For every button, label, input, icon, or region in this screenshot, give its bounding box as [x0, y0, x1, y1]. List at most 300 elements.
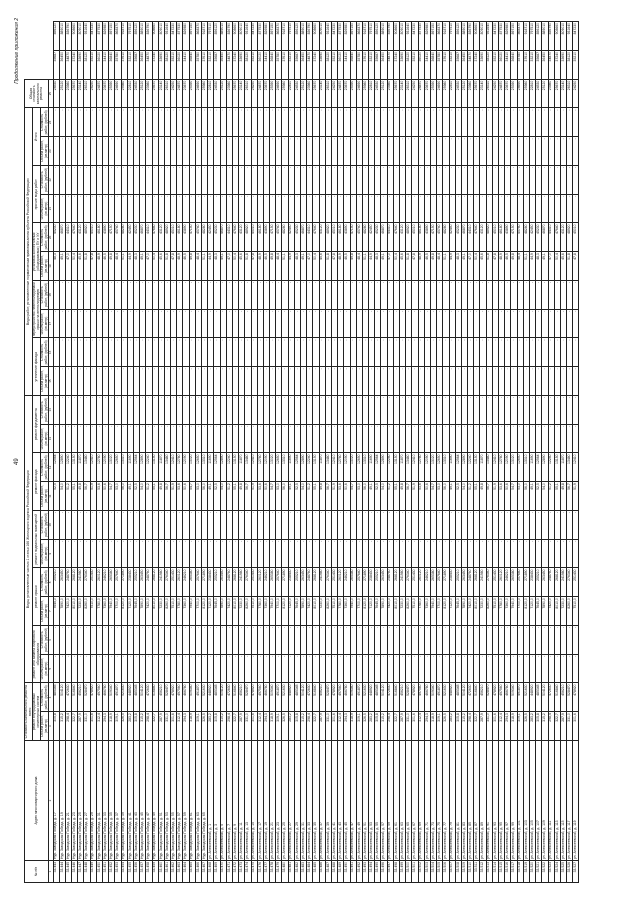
cell-value: - [127, 338, 133, 367]
cell-value: - [369, 654, 375, 683]
cell-value: - [245, 194, 251, 223]
cell-value: - [511, 424, 517, 453]
cell-value: 23140 [78, 79, 84, 108]
cell-value: - [133, 424, 139, 453]
cell-value: - [270, 166, 276, 195]
cell-value: - [468, 137, 474, 166]
cell-value: 283,2 [288, 712, 294, 741]
cell-value: - [424, 194, 430, 223]
cell-value: - [226, 396, 232, 425]
cell-value: - [567, 137, 573, 166]
cell-value: - [554, 654, 560, 683]
cell-value: 12780 [338, 453, 344, 482]
cell-value: - [84, 367, 90, 396]
cell-value: 8120,0 [443, 597, 449, 626]
cell-value: - [270, 654, 276, 683]
cell-value: - [164, 166, 170, 195]
cell-value: 26310 [567, 79, 573, 108]
cell-value: - [505, 654, 511, 683]
cell-value: 826980 [344, 22, 350, 51]
cell-value: - [338, 166, 344, 195]
cell-address: ул. Алексеевской, д. 111 [548, 741, 554, 861]
cell-value: - [103, 367, 109, 396]
cell-value: - [356, 338, 362, 367]
cell-value: - [90, 137, 96, 166]
cell-value: 43890 [505, 223, 511, 252]
cell-value: - [406, 194, 412, 223]
cell-value: - [72, 367, 78, 396]
cell-value: 260120 [499, 568, 505, 597]
cell-value: 7420,0 [387, 597, 393, 626]
cell-value: - [251, 309, 257, 338]
cell-value: 49,1 [127, 482, 133, 511]
cell-value: - [381, 194, 387, 223]
cell-value: 287,9 [239, 712, 245, 741]
cell-value: - [127, 539, 133, 568]
cell-value: - [455, 166, 461, 195]
cell-value: - [362, 367, 368, 396]
cell-value: 7420,0 [226, 597, 232, 626]
cell-value: 13480 [245, 453, 251, 482]
cell-value: - [468, 396, 474, 425]
cell-no: 33.453 [115, 861, 121, 883]
cell-value: 12564 [536, 453, 542, 482]
cell-value: 46,5 [103, 252, 109, 281]
cell-value: 45740 [517, 223, 523, 252]
cell-value: - [294, 424, 300, 453]
cell-value: - [406, 108, 412, 137]
cell-value: - [84, 396, 90, 425]
cell-value: 12410 [412, 453, 418, 482]
cell-value: - [301, 309, 307, 338]
cell-value: - [239, 108, 245, 137]
cell-value: - [133, 626, 139, 655]
cell-value: - [375, 396, 381, 425]
cell-value: 283,2 [127, 712, 133, 741]
cell-no: 33.479 [276, 861, 282, 883]
cell-value: 7120,0 [127, 597, 133, 626]
cell-value: 52,5 [294, 482, 300, 511]
cell-value: - [505, 424, 511, 453]
cell-value: - [307, 108, 313, 137]
cell-no: 33.514 [492, 861, 498, 883]
cell-value: - [424, 309, 430, 338]
cell-value: - [164, 539, 170, 568]
cell-value: - [375, 309, 381, 338]
cell-value: - [158, 108, 164, 137]
header-grand-total: Общая стоимость капитального ремонта [25, 79, 49, 108]
cell-value: - [331, 367, 337, 396]
cell-value: 826980 [183, 22, 189, 51]
cell-value: 298,4 [307, 712, 313, 741]
cell-value: 23140 [158, 79, 164, 108]
cell-value: - [523, 626, 529, 655]
cell-value: - [418, 539, 424, 568]
cell-address: ул. Алексеевской, д. 41 [331, 741, 337, 861]
cell-value: - [331, 137, 337, 166]
cell-value: 46870 [301, 223, 307, 252]
cell-value: 53,0 [356, 482, 362, 511]
cell-value: 826980 [424, 22, 430, 51]
cell-value: 8120,0 [523, 597, 529, 626]
cell-value: - [356, 367, 362, 396]
cell-value: 22810 [288, 79, 294, 108]
cell-no: 33.452 [109, 861, 115, 883]
cell-value: 51,8 [325, 252, 331, 281]
cell-value: 50,6 [424, 482, 430, 511]
cell-value: - [208, 626, 214, 655]
cell-value: 25120 [381, 79, 387, 108]
cell-value: 478920 [251, 683, 257, 712]
cell-value: - [115, 626, 121, 655]
cell-value: - [65, 396, 71, 425]
cell-address: ул. Алексеевской, д. 61 [393, 741, 399, 861]
header-group: ремонт фасада [33, 453, 41, 511]
cell-value: - [350, 108, 356, 137]
cell-value: - [239, 396, 245, 425]
cell-value: - [189, 166, 195, 195]
cell-value: - [282, 166, 288, 195]
cell-value: 497560 [257, 683, 263, 712]
cell-value: - [152, 108, 158, 137]
cell-address: ул. Алексеевской, д. 79 [449, 741, 455, 861]
cell-no: 33.485 [313, 861, 319, 883]
cell-value: - [387, 511, 393, 540]
header-sub-cost: Стоимость работ, (рублей) [41, 166, 49, 195]
cell-value: 528470 [245, 683, 251, 712]
cell-value: 521630 [121, 683, 127, 712]
cell-value: 47,8 [412, 252, 418, 281]
cell-value: - [65, 281, 71, 310]
cell-value: - [455, 367, 461, 396]
cell-address: Нур. Заводская Победа, д. 35 [109, 741, 115, 861]
cell-value: 51,2 [548, 482, 554, 511]
cell-no: 33.512 [480, 861, 486, 883]
cell-value: - [430, 108, 436, 137]
cell-value: 44310 [226, 223, 232, 252]
cell-value: - [301, 281, 307, 310]
cell-value: - [263, 626, 269, 655]
header-group: прочие виды работ [33, 166, 41, 224]
cell-value: 47,8 [331, 252, 337, 281]
header-sub-cost: Стоимость работ, (рублей) [41, 683, 49, 712]
cell-value: - [542, 281, 548, 310]
cell-value: - [542, 309, 548, 338]
cell-no: 33.486 [319, 861, 325, 883]
cell-value: - [140, 367, 146, 396]
cell-value: 456210 [319, 683, 325, 712]
cell-value: - [350, 338, 356, 367]
cell-address: ул. Алексеевской, д. 81 [455, 741, 461, 861]
cell-value: 918710 [443, 22, 449, 51]
cell-value: - [208, 309, 214, 338]
cell-value: - [573, 137, 579, 166]
cell-value: - [171, 338, 177, 367]
cell-address: ул. Алексеевской, д. 15 [251, 741, 257, 861]
cell-value: 24250 [492, 79, 498, 108]
cell-value: 268120 [72, 568, 78, 597]
cell-value: 25980 [362, 79, 368, 108]
cell-value: - [158, 194, 164, 223]
cell-value: 7360,0 [263, 597, 269, 626]
cell-value: - [288, 194, 294, 223]
cell-value: - [536, 626, 542, 655]
cell-value: - [523, 654, 529, 683]
cell-value: 7940,0 [350, 597, 356, 626]
cell-value: 8120,0 [362, 597, 368, 626]
cell-value: - [325, 539, 331, 568]
cell-value: 48,4 [195, 252, 201, 281]
cell-value: - [560, 309, 566, 338]
cell-value: 49,1 [59, 252, 65, 281]
cell-value: - [202, 108, 208, 137]
cell-value: 318,9 [430, 712, 436, 741]
cell-value: 241980 [400, 568, 406, 597]
cell-value: 305,8 [536, 712, 542, 741]
cell-value: - [294, 338, 300, 367]
cell-value: - [338, 309, 344, 338]
cell-value: - [369, 539, 375, 568]
cell-value: - [331, 194, 337, 223]
column-index: 7 [49, 597, 53, 626]
cell-value: - [536, 396, 542, 425]
cell-value: - [171, 511, 177, 540]
cell-value: 331,0 [245, 712, 251, 741]
cell-value: - [523, 309, 529, 338]
cell-value: 13020 [109, 453, 115, 482]
cell-value: 56,0 [282, 482, 288, 511]
cell-address: ул. Алексеевской, д. 21 [270, 741, 276, 861]
cell-address: Нур. Заводская Победа, д. 51 [158, 741, 164, 861]
cell-value: 35210 [573, 51, 579, 80]
cell-value: - [78, 194, 84, 223]
cell-value: - [313, 137, 319, 166]
cell-value: 12240 [307, 453, 313, 482]
cell-value: 265380 [189, 568, 195, 597]
cell-value: - [127, 654, 133, 683]
cell-value: 7120,0 [449, 597, 455, 626]
cell-value: 322,7 [152, 712, 158, 741]
cell-address: Нур. Заводская Победа, д. 59 [183, 741, 189, 861]
cell-no: 33.525 [560, 861, 566, 883]
cell-value: - [461, 654, 467, 683]
cell-value: - [554, 194, 560, 223]
cell-value: 315,2 [381, 712, 387, 741]
cell-no: 33.505 [437, 861, 443, 883]
cell-value: - [418, 108, 424, 137]
cell-value: 12780 [96, 453, 102, 482]
cell-value: - [499, 511, 505, 540]
cell-value: - [492, 367, 498, 396]
cell-value: - [369, 396, 375, 425]
cell-value: - [424, 424, 430, 453]
cell-value: - [505, 396, 511, 425]
cell-no: 33.495 [375, 861, 381, 883]
cell-value: 7420,0 [146, 597, 152, 626]
cell-value: - [288, 367, 294, 396]
cell-value: - [474, 166, 480, 195]
cell-value: - [133, 654, 139, 683]
cell-value: - [523, 338, 529, 367]
cell-value: - [232, 137, 238, 166]
cell-value: - [381, 539, 387, 568]
cell-value: - [338, 338, 344, 367]
cell-value: - [220, 166, 226, 195]
cell-value: - [226, 108, 232, 137]
cell-value: - [393, 166, 399, 195]
cell-value: - [369, 137, 375, 166]
cell-value: - [140, 281, 146, 310]
cell-value: - [245, 626, 251, 655]
cell-value: - [387, 309, 393, 338]
cell-value: - [84, 654, 90, 683]
cell-value: - [294, 511, 300, 540]
cell-value: - [140, 166, 146, 195]
cell-value: 23980 [226, 79, 232, 108]
cell-value: - [226, 367, 232, 396]
cell-value: 48,9 [338, 252, 344, 281]
cell-value: - [511, 137, 517, 166]
cell-value: 48920 [84, 223, 90, 252]
cell-value: 24690 [276, 79, 282, 108]
cell-no: 33.508 [455, 861, 461, 883]
cell-value: 260120 [338, 568, 344, 597]
cell-value: - [53, 424, 59, 453]
cell-value: - [171, 539, 177, 568]
cell-value: 48280 [282, 223, 288, 252]
cell-value: 528470 [164, 683, 170, 712]
cell-value: 7230,0 [158, 597, 164, 626]
cell-value: - [567, 309, 573, 338]
cell-value: - [307, 281, 313, 310]
cell-value: 35210 [492, 51, 498, 80]
cell-value: 12240 [548, 453, 554, 482]
cell-value: 889010 [542, 22, 548, 51]
cell-value: - [573, 654, 579, 683]
cell-value: - [369, 108, 375, 137]
cell-value: 331,0 [486, 712, 492, 741]
cell-value: - [183, 108, 189, 137]
cell-value: 25120 [140, 79, 146, 108]
cell-address: Нур. Заводская Победа, д. 53 [164, 741, 170, 861]
cell-value: - [344, 396, 350, 425]
cell-value: 331,0 [567, 712, 573, 741]
cell-value: 509340 [350, 683, 356, 712]
cell-value: - [301, 654, 307, 683]
cell-value: 326,5 [443, 712, 449, 741]
cell-value: - [449, 281, 455, 310]
cell-value: 12650 [276, 453, 282, 482]
cell-value: - [96, 654, 102, 683]
cell-value: 44,9 [288, 252, 294, 281]
cell-value: - [455, 194, 461, 223]
cell-value: 13020 [189, 453, 195, 482]
cell-value: 897150 [270, 22, 276, 51]
cell-value: 36020 [338, 51, 344, 80]
cell-value: - [239, 309, 245, 338]
cell-value: 34870 [226, 51, 232, 80]
cell-value: - [393, 626, 399, 655]
cell-value: 49,1 [288, 482, 294, 511]
cell-value: - [115, 194, 121, 223]
cell-value: 8260,0 [406, 597, 412, 626]
cell-address: ул. Алексеевской, д. 65 [406, 741, 412, 861]
cell-value: - [53, 194, 59, 223]
cell-address: ул. Алексеевской, д. 25 [282, 741, 288, 861]
cell-value: 23140 [319, 79, 325, 108]
cell-value: - [536, 539, 542, 568]
cell-value: - [152, 396, 158, 425]
cell-value: - [263, 137, 269, 166]
cell-value: - [548, 108, 554, 137]
cell-value: 35687 [375, 51, 381, 80]
cell-value: - [319, 654, 325, 683]
cell-value: 35780 [276, 51, 282, 80]
cell-value: - [325, 511, 331, 540]
cell-value: - [146, 539, 152, 568]
cell-value: - [505, 309, 511, 338]
cell-value: 56,0 [362, 482, 368, 511]
cell-value: 12564 [294, 453, 300, 482]
cell-no: 33.444 [59, 861, 65, 883]
cell-value: - [301, 396, 307, 425]
cell-value: 44310 [65, 223, 71, 252]
cell-value: - [325, 194, 331, 223]
cell-value: 7120,0 [369, 597, 375, 626]
cell-value: - [573, 338, 579, 367]
cell-value: - [257, 626, 263, 655]
cell-value: 478920 [412, 683, 418, 712]
cell-no: 33.460 [158, 861, 164, 883]
cell-address: Нур. Заводская Победа, д. 21 [65, 741, 71, 861]
cell-value: - [226, 539, 232, 568]
cell-value: - [189, 194, 195, 223]
cell-value: - [412, 367, 418, 396]
cell-value: 47640 [152, 223, 158, 252]
cell-value: 49,8 [239, 482, 245, 511]
cell-value: - [276, 654, 282, 683]
cell-value: 8010,0 [393, 597, 399, 626]
cell-value: 44310 [548, 223, 554, 252]
cell-value: 35687 [536, 51, 542, 80]
cell-value: 48,9 [177, 252, 183, 281]
cell-value: - [511, 281, 517, 310]
cell-value: 263450 [220, 568, 226, 597]
cell-no: 33.526 [567, 861, 573, 883]
cell-value: - [375, 626, 381, 655]
cell-value: - [554, 108, 560, 137]
cell-value: - [133, 511, 139, 540]
cell-value: 25980 [282, 79, 288, 108]
cell-value: - [208, 281, 214, 310]
cell-value: - [288, 654, 294, 683]
cell-value: - [301, 626, 307, 655]
cell-value: - [115, 654, 121, 683]
cell-value: - [158, 626, 164, 655]
cell-value: - [307, 626, 313, 655]
cell-value: 7420,0 [548, 597, 554, 626]
cell-address: ул. Алексеевской, д. 71 [424, 741, 430, 861]
cell-value: - [505, 626, 511, 655]
cell-value: - [511, 654, 517, 683]
cell-no: 33.494 [369, 861, 375, 883]
cell-value: 11870 [560, 453, 566, 482]
cell-value: 45010 [573, 223, 579, 252]
cell-value: 263450 [301, 568, 307, 597]
cell-value: - [338, 367, 344, 396]
cell-value: 918710 [282, 22, 288, 51]
header-sub-cost: Стоимость работ, (рублей) [41, 568, 49, 597]
